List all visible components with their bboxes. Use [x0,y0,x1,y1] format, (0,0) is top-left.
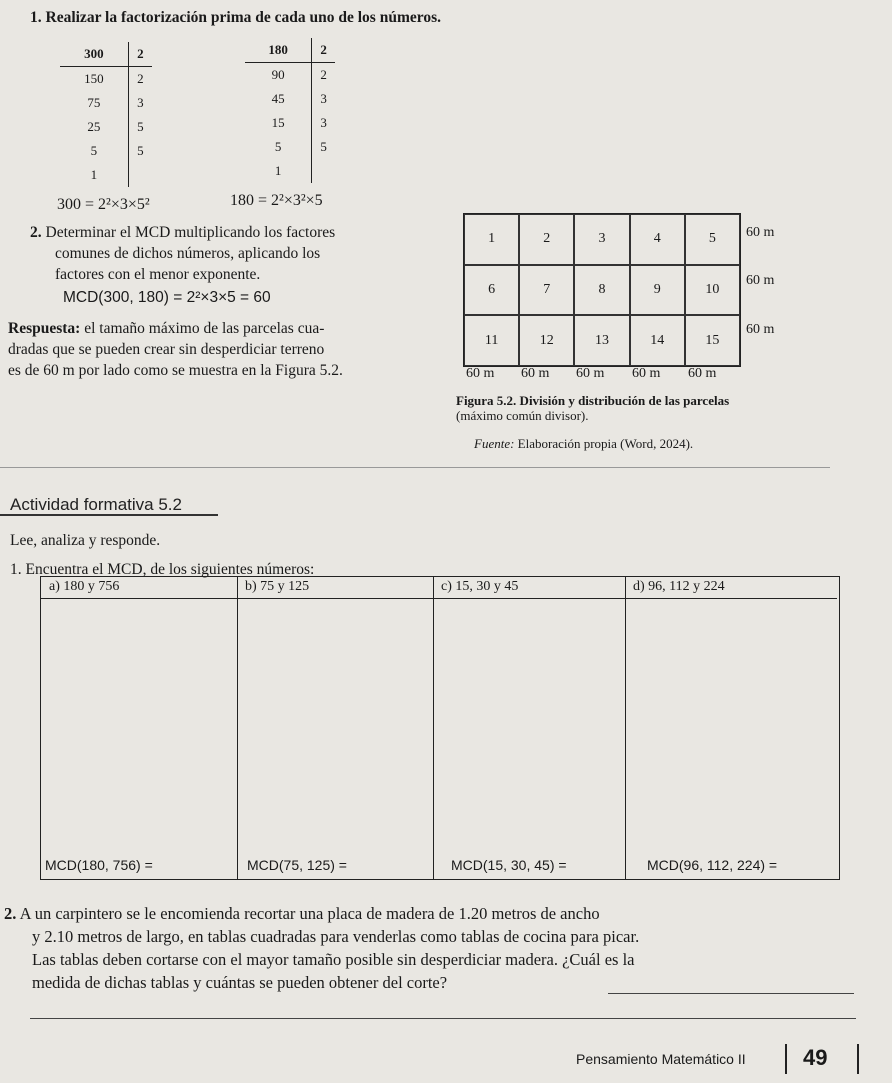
parcel-grid-figure [463,213,741,367]
factor-table-180-row [245,87,335,111]
factor-table-180-head-factor: 2 [312,38,335,63]
activity-title-underline [0,514,218,516]
factor-table-300-factor: 5 [137,143,144,158]
bottom-label-4: 60 m [632,366,661,381]
factor-table-300-number: 1 [60,163,128,187]
factor-table-300-factor: 5 [137,119,144,134]
answer-paragraph [8,318,343,381]
answer-blank-line-2[interactable] [30,1018,856,1019]
factor-table-300-head-number: 300 [60,42,128,67]
factor-table-300-row [60,67,152,92]
factor-table-180-row [245,159,335,183]
answer-blank-line-1[interactable] [608,993,854,994]
column-c-result: MCD(15, 30, 45) = [451,857,567,873]
parcel-cell-1: 1 [464,214,519,265]
factor-table-180-row [245,135,335,159]
parcel-cell-3: 3 [574,214,629,265]
column-c [433,577,626,879]
parcel-cell-6: 6 [464,265,519,316]
mcd-exercise-table [40,576,840,880]
factor-table-300-factor: 3 [137,95,144,110]
section-divider [0,467,830,468]
parcel-cell-4: 4 [630,214,685,265]
parcel-cell-14: 14 [630,315,685,366]
column-a-result: MCD(180, 756) = [45,857,153,873]
figure-source-label: Fuente: [474,436,515,451]
figure-caption-line-2: (máximo común divisor). [456,408,589,423]
question-1-text: Realizar la factorización prima de cada uno de los números. [45,9,442,26]
figure-caption-title: Figura 5.2. División y distribución de las parcelas [456,393,730,408]
parcel-cell-8: 8 [574,265,629,316]
factor-table-180-number: 5 [245,135,312,159]
question-2-line-1: Determinar el MCD multiplicando los factores [45,224,336,241]
exercise-2 [4,902,639,994]
bottom-label-1: 60 m [466,366,495,381]
answer-label: Respuesta: [8,320,81,337]
side-label-3: 60 m [746,322,775,337]
page-number: 49 [803,1045,828,1070]
question-2-number: 2. [30,224,42,241]
bottom-label-3: 60 m [576,366,605,381]
figure-source-text: Elaboración propia (Word, 2024). [514,436,694,451]
factor-table-300-row [60,163,152,187]
column-b-head: b) 75 y 125 [237,577,433,599]
factor-table-300 [60,42,152,187]
exercise-1-title: 1. Encuentra el MCD, de los siguientes números: [10,561,315,578]
activity-title: Actividad formativa 5.2 [10,495,182,514]
factor-table-300-factor: 2 [137,71,144,86]
factor-table-180-number: 45 [245,87,312,111]
column-b-result: MCD(75, 125) = [247,857,347,873]
bottom-label-5: 60 m [688,366,717,381]
factor-table-180-factor: 3 [320,91,327,106]
question-1 [30,7,441,28]
question-1-number: 1. [30,9,42,26]
footer-divider-right [857,1044,859,1074]
activity-instruction: Lee, analiza y responde. [10,532,161,549]
factor-table-180-number: 1 [245,159,312,183]
exercise-2-line-2: y 2.10 metros de largo, en tablas cuadradas para venderlas como tablas de cocina para picar. [32,927,640,946]
parcel-cell-5: 5 [685,214,740,265]
parcel-cell-7: 7 [519,265,574,316]
factor-table-180-factor [312,159,335,183]
factor-table-180-head-number: 180 [245,38,312,63]
factor-table-300-row [60,91,152,115]
side-label-1: 60 m [746,225,775,240]
exercise-2-line-3: Las tablas deben cortarse con el mayor tamaño posible sin desperdiciar madera. ¿Cuál es la [32,950,635,969]
question-2-line-2: comunes de dichos números, aplicando los [55,245,321,262]
factor-table-300-number: 150 [60,67,128,92]
question-2 [30,222,335,308]
parcel-cell-13: 13 [574,315,629,366]
mcd-result: MCD(300, 180) = 2²×3×5 = 60 [63,289,271,306]
footer-divider-left [785,1044,787,1074]
column-b [237,577,434,879]
column-a-head: a) 180 y 756 [41,577,237,599]
factor-table-300-row [60,139,152,163]
exercise-2-number: 2. [4,904,17,923]
column-d-head: d) 96, 112 y 224 [625,577,837,599]
figure-caption [456,393,729,423]
column-d-result: MCD(96, 112, 224) = [647,857,778,873]
factor-table-180-row [245,111,335,135]
factor-table-300-number: 25 [60,115,128,139]
factor-table-180-number: 90 [245,63,312,88]
factor-table-180-factor: 2 [320,67,327,82]
column-d [625,577,837,879]
footer-book-title: Pensamiento Matemático II [576,1051,746,1067]
side-label-2: 60 m [746,273,775,288]
parcel-cell-12: 12 [519,315,574,366]
factor-table-180-row [245,63,335,88]
figure-source [474,436,693,452]
answer-line-3: es de 60 m por lado como se muestra en la Figura 5.2. [8,362,343,379]
question-2-line-3: factores con el menor exponente. [55,266,261,283]
parcel-cell-9: 9 [630,265,685,316]
parcel-cell-10: 10 [685,265,740,316]
factor-table-300-factor [128,163,152,187]
factor-table-300-head-factor: 2 [128,42,152,67]
parcel-cell-2: 2 [519,214,574,265]
factor-table-180-factor: 3 [320,115,327,130]
factor-table-180-factor: 5 [320,139,327,154]
answer-line-2: dradas que se pueden crear sin desperdiciar terreno [8,341,325,358]
exercise-2-line-1: A un carpintero se le encomienda recortar una placa de madera de 1.20 metros de ancho [19,904,600,923]
exercise-2-line-4: medida de dichas tablas y cuántas se pueden obtener del corte? [32,973,448,992]
factor-table-180-number: 15 [245,111,312,135]
factor-table-180 [245,38,335,183]
parcel-cell-11: 11 [464,315,519,366]
factorization-300: 300 = 2²×3×5² [57,196,150,213]
factor-table-300-number: 75 [60,91,128,115]
factor-table-300-row [60,115,152,139]
answer-line-1: el tamaño máximo de las parcelas cua- [80,320,325,337]
factorization-180: 180 = 2²×3²×5 [230,192,323,209]
column-c-head: c) 15, 30 y 45 [433,577,625,599]
bottom-label-2: 60 m [521,366,550,381]
factor-table-300-number: 5 [60,139,128,163]
parcel-cell-15: 15 [685,315,740,366]
column-a [41,577,238,879]
